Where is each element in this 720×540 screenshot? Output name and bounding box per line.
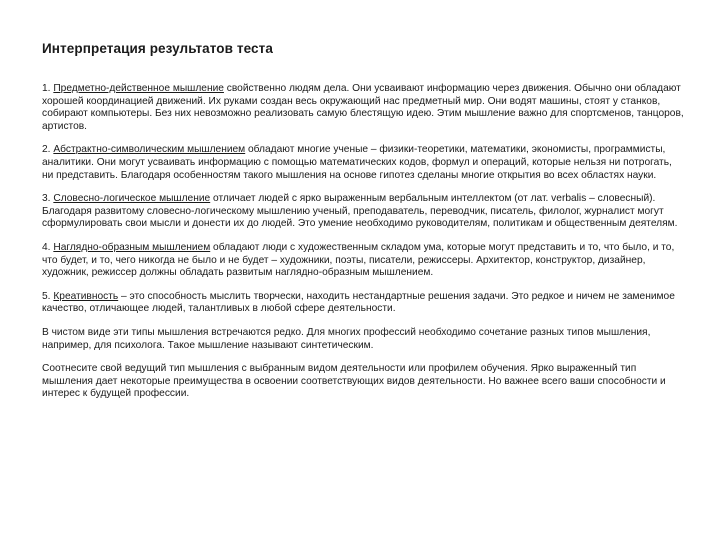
section-5-term: Креативность (53, 290, 119, 302)
section-5 (42, 291, 684, 316)
section-1-number: 1. (42, 83, 51, 94)
section-3 (42, 193, 684, 231)
section-4-number: 4. (42, 241, 51, 253)
section-2-term: Абстрактно-символическим мышлением (53, 144, 246, 156)
page-title: Интерпретация результатов теста (42, 41, 273, 56)
section-2-text: обладают многие ученые – физики-теоретики, математики, экономисты, программисты, аналитики. Они могут усваивать информацию с помощью математических кодов, формул и операций, которые нельзя ни потрогать, ни представить. Благодаря особенностям такого мышления на основе гипотез сделаны многие открытия во всех областях науки. (42, 144, 672, 181)
section-1-text: свойственно людям дела. Они усваивают информацию через движения. Обычно они обладают хорошей координацией движений. Их руками создан весь окружающий нас предметный мир. Они водят машины, стоят у станков, собирают компьютеры. Без них невозможно реализовать самую блестящую идею. Этим мышление важно для спортсменов, танцоров, артистов. (42, 83, 684, 132)
section-4-text: обладают люди с художественным складом ума, которые могут представить и то, что было, и то, что будет, и то, чего никогда не было и не будет – художники, поэты, писатели, режиссеры. Архитектор, конструктор, дизайнер, художник, режиссер должны обладать развитым наглядно-образным мышлением. (42, 241, 675, 279)
section-1 (42, 83, 684, 133)
section-3-term: Словесно-логическое мышление (53, 193, 211, 205)
section-4-term: Наглядно-образным мышлением (53, 241, 211, 253)
section-1-term: Предметно-действенное мышление (53, 83, 224, 94)
section-4 (42, 242, 684, 280)
section-2-number: 2. (42, 144, 51, 156)
section-2 (42, 144, 684, 182)
paragraph-synthetic: В чистом виде эти типы мышления встречаются редко. Для многих профессий необходимо сочетание разных типов мышления, например, для психолога. Такое мышление называют синтетическим. (42, 326, 651, 351)
section-3-number: 3. (42, 193, 51, 205)
section-3-text: отличает людей с ярко выраженным вербальным интеллектом (от лат. verbalis – словесный). Благодаря развитому словесно-логическому мышлению ученый, преподаватель, переводчик, писатель, филолог, журналист могут сформулировать свои мысли и донести их до людей. Это умение необходимо руководителям, политикам и общественным деятелям. (42, 193, 678, 230)
section-5-text: – это способность мыслить творчески, находить нестандартные решения задачи. Это редкое и ничем не заменимое качество, отличающее людей, талантливых в любой сфере деятельности. (42, 290, 675, 315)
paragraph-conclusion: Соотнесите свой ведущий тип мышления с выбранным видом деятельности или профилем обучения. Ярко выраженный тип мышления дает некоторые преимущества в освоении соответствующих видов деятельности. Но важнее всего ваши способности и интерес к будущей профессии. (42, 363, 666, 400)
section-5-number: 5. (42, 290, 51, 302)
